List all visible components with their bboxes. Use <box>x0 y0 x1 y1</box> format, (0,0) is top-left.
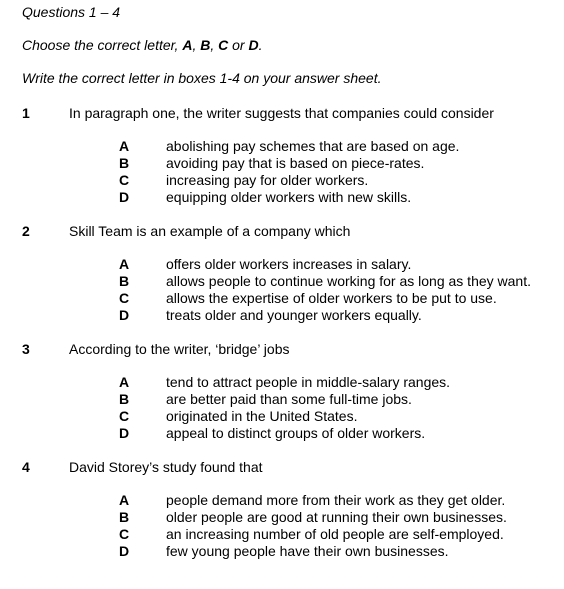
option-text: tend to attract people in middle-salary ranges. <box>166 374 451 390</box>
option-letter: B <box>118 273 130 289</box>
option-letter: D <box>118 543 130 559</box>
option-text: are better paid than some full-time jobs. <box>166 391 412 407</box>
question-text: David Storey’s study found that <box>69 459 263 475</box>
choose-instruction-prefix: Choose the correct letter, <box>22 37 183 53</box>
option-letter: A <box>118 374 130 390</box>
question-text: In paragraph one, the writer suggests that companies could consider <box>69 105 494 121</box>
option-text: allows the expertise of older workers to be put to use. <box>166 290 497 306</box>
option-text: treats older and younger workers equally. <box>166 307 422 323</box>
option-letter: D <box>118 189 130 205</box>
option-text: older people are good at running their own businesses. <box>166 509 507 525</box>
option-text: equipping older workers with new skills. <box>166 189 412 205</box>
option-letter: D <box>118 425 130 441</box>
choose-sep-1: , <box>192 37 201 53</box>
question-text: According to the writer, ‘bridge’ jobs <box>69 341 290 357</box>
question-number: 3 <box>22 341 30 357</box>
choose-letter-c: C <box>218 37 229 53</box>
write-instruction: Write the correct letter in boxes 1-4 on your answer sheet. <box>22 70 382 86</box>
option-text: allows people to continue working for as long as they want. <box>166 273 531 289</box>
option-text: few young people have their own businesses. <box>166 543 449 559</box>
question-number: 1 <box>22 105 30 121</box>
option-text: abolishing pay schemes that are based on age. <box>166 138 460 154</box>
choose-letter-d: D <box>248 37 259 53</box>
question-text: Skill Team is an example of a company which <box>69 223 351 239</box>
question-number: 2 <box>22 223 30 239</box>
option-text: increasing pay for older workers. <box>166 172 369 188</box>
option-text: avoiding pay that is based on piece-rates. <box>166 155 425 171</box>
option-letter: A <box>118 492 130 508</box>
choose-letter-a: A <box>182 37 193 53</box>
option-letter: D <box>118 307 130 323</box>
option-letter: B <box>118 509 130 525</box>
option-text: people demand more from their work as they get older. <box>166 492 506 508</box>
option-letter: A <box>118 138 130 154</box>
choose-letter-b: B <box>200 37 211 53</box>
option-text: appeal to distinct groups of older workers. <box>166 425 426 441</box>
question-number: 4 <box>22 459 30 475</box>
option-text: an increasing number of old people are self-employed. <box>166 526 504 542</box>
questions-title: Questions 1 – 4 <box>22 4 121 20</box>
option-letter: B <box>118 391 130 407</box>
option-text: originated in the United States. <box>166 408 358 424</box>
option-letter: A <box>118 256 130 272</box>
choose-end: . <box>258 37 263 53</box>
choose-instruction <box>22 37 263 54</box>
option-letter: C <box>118 408 130 424</box>
option-letter: C <box>118 172 130 188</box>
option-letter: C <box>118 526 130 542</box>
option-letter: B <box>118 155 130 171</box>
option-text: offers older workers increases in salary. <box>166 256 412 272</box>
choose-sep-3: or <box>228 37 249 53</box>
choose-sep-2: , <box>210 37 219 53</box>
option-letter: C <box>118 290 130 306</box>
